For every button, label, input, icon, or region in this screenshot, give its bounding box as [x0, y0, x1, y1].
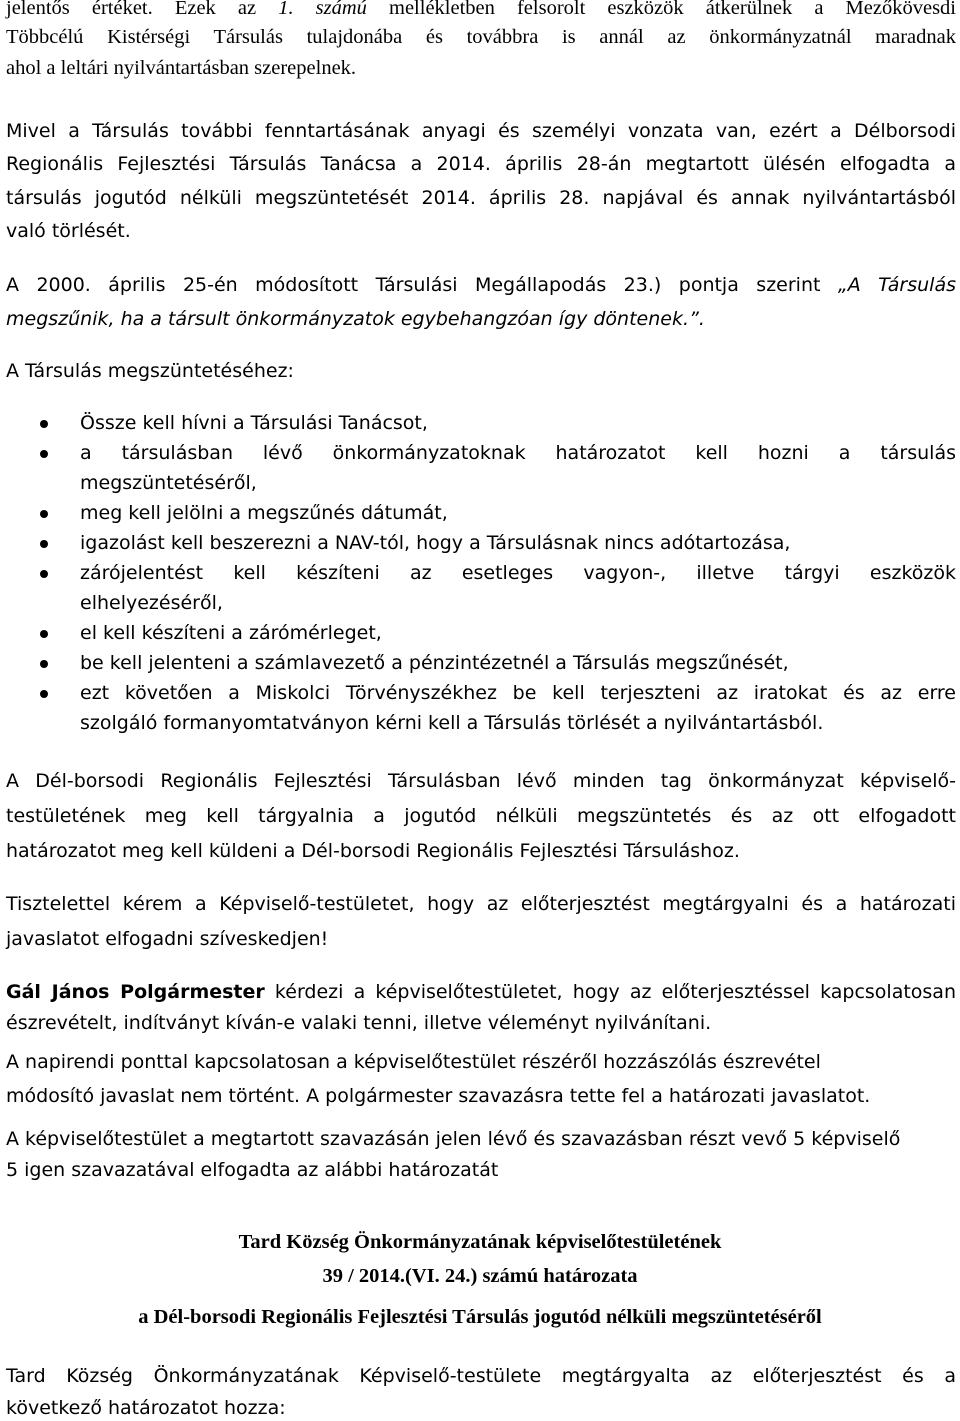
vote-line-1: A képviselőtestület a megtartott szavazásán jelen lévő és szavazásban részt vevő 5 képviselő [6, 1128, 901, 1150]
agreement-line-2: megszűnik, ha a társult önkormányzatok egybehangzóan így döntenek.”. [6, 308, 705, 330]
agreement-line-1: A 2000. április 25-én módosított Társulási Megállapodás 23.) pontja szerint „A Társulás [6, 274, 956, 296]
bullet-2a: a társulásban lévő önkormányzatoknak határozatot kell hozni a társulás [80, 442, 956, 464]
request-line-2: javaslatot elfogadni szíveskedjen! [6, 928, 329, 950]
bullet-dot [40, 420, 48, 428]
megsz-heading: A Társulás megszüntetéséhez: [6, 360, 294, 382]
mayor-line-2: észrevételt, indítványt kíván-e valaki tenni, illetve véleményt nyilvánítani. [6, 1012, 712, 1034]
bullet-dot [40, 540, 48, 548]
agenda-line-2: módosító javaslat nem történt. A polgármester szavazásra tette fel a határozati javaslatot. [6, 1085, 871, 1107]
intro-line-3: ahol a leltári nyilvántartásban szerepelnek. [6, 57, 357, 79]
request-line-1: Tisztelettel kérem a Képviselő-testületet, hogy az előterjesztést megtárgyalni és a határozati [6, 893, 956, 915]
bullet-5b: elhelyezéséről, [80, 592, 223, 614]
bullet-3: meg kell jelölni a megszűnés dátumát, [80, 502, 448, 524]
mivel-line-2: Regionális Fejlesztési Társulás Tanácsa a 2014. április 28-án megtartott ülésén elfogadta a [6, 153, 956, 175]
bullet-6: el kell készíteni a zárómérleget, [80, 622, 382, 644]
bullet-dot [40, 690, 48, 698]
bullet-7: be kell jelenteni a számlavezető a pénzintézetnél a Társulás megszűnését, [80, 652, 789, 674]
mivel-line-1: Mivel a Társulás további fenntartásának anyagi és személyi vonzata van, ezért a Délborsodi [6, 120, 956, 142]
bullet-dot [40, 450, 48, 458]
vote-line-2: 5 igen szavazatával elfogadta az alábbi határozatát [6, 1159, 499, 1181]
tard-line-2: következő határozatot hozza: [6, 1397, 286, 1419]
del-line-1: A Dél-borsodi Regionális Fejlesztési Társulásban lévő minden tag önkormányzat képviselő- [6, 770, 956, 792]
bullet-dot [40, 510, 48, 518]
mayor-line-1: Gál János Polgármester kérdezi a képviselőtestületet, hogy az előterjesztéssel kapcsolatosan [6, 981, 956, 1003]
intro-line-2: Többcélú Kistérségi Társulás tulajdonába és továbbra is annál az önkormányzatnál maradnak [6, 26, 956, 48]
bullet-4: igazolást kell beszerezni a NAV-tól, hogy a Társulásnak nincs adótartozása, [80, 532, 791, 554]
del-line-2: testületének meg kell tárgyalnia a jogutód nélküli megszüntetés és az ott elfogadott [6, 805, 956, 827]
bullet-dot [40, 570, 48, 578]
resolution-title-2: 39 / 2014.(VI. 24.) számú határozata [322, 1265, 638, 1287]
bullet-8a: ezt követően a Miskolci Törvényszékhez be kell terjeszteni az iratokat és az erre [80, 682, 956, 704]
bullet-2b: megszüntetéséről, [80, 472, 257, 494]
tard-line-1: Tard Község Önkormányzatának Képviselő-testülete megtárgyalta az előterjesztést és a [6, 1365, 956, 1387]
agenda-line-1: A napirendi ponttal kapcsolatosan a képviselőtestület részéről hozzászólás észrevétel [6, 1051, 821, 1073]
resolution-title-3: a Dél-borsodi Regionális Fejlesztési Társulás jogutód nélküli megszüntetéséről [138, 1306, 822, 1328]
intro-line-1: jelentős értéket. Ezek az 1. számú mellékletben felsorolt eszközök átkerülnek a Mezőkövesdi [6, 0, 956, 19]
bullet-dot [40, 660, 48, 668]
mivel-line-3: társulás jogutód nélküli megszüntetését 2014. április 28. napjával és annak nyilvántartásból [6, 187, 956, 209]
bullet-5a: zárójelentést kell készíteni az esetleges vagyon-, illetve tárgyi eszközök [80, 562, 956, 584]
bullet-1: Össze kell hívni a Társulási Tanácsot, [80, 412, 428, 434]
mivel-line-4: való törlését. [6, 220, 131, 242]
bullet-dot [40, 630, 48, 638]
bullet-8b: szolgáló formanyomtatványon kérni kell a Társulás törlését a nyilvántartásból. [80, 712, 824, 734]
del-line-3: határozatot meg kell küldeni a Dél-borsodi Regionális Fejlesztési Társuláshoz. [6, 840, 740, 862]
resolution-title-1: Tard Község Önkormányzatának képviselőtestületének [238, 1231, 722, 1253]
